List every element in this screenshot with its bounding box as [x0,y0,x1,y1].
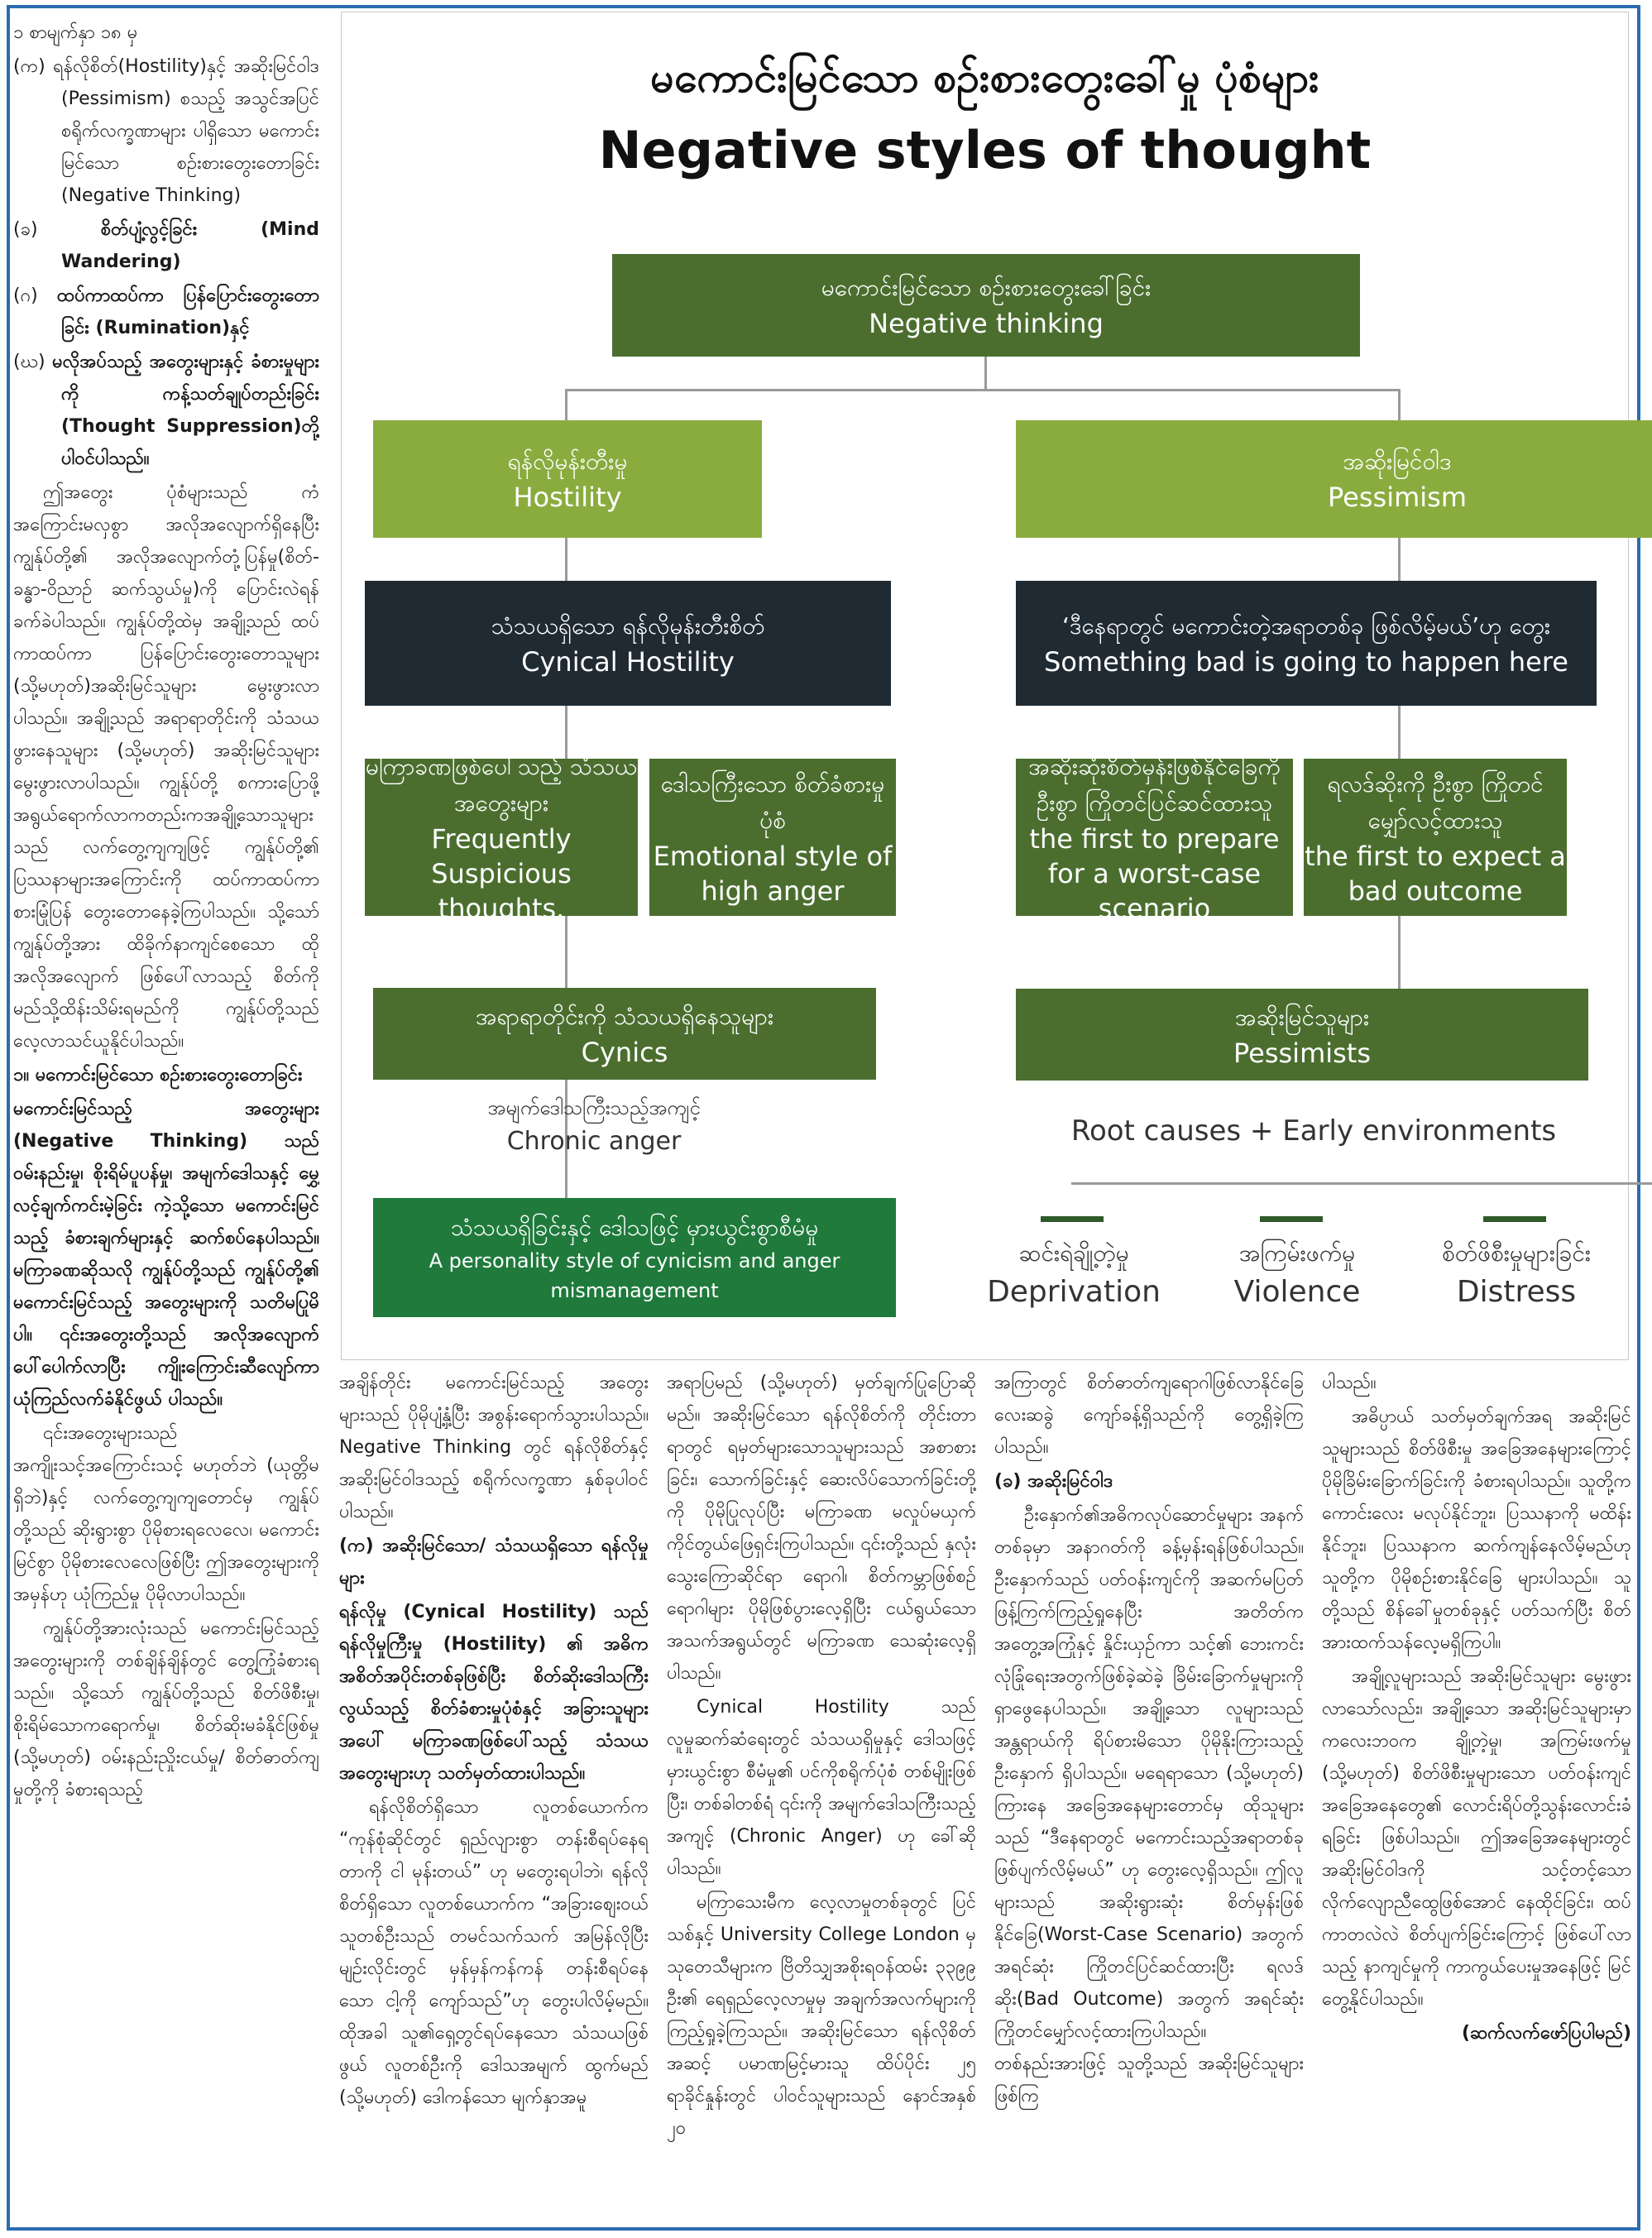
section-heading: ၁။ မကောင်းမြင်သော စဉ်းစားတွေးတောခြင်း [13,1065,303,1085]
pessimists-box: အဆိုးမြင်သူများ Pessimists [1016,989,1588,1081]
cynics-box: အရာရာတိုင်းကို သံသယရှိနေသူများ Cynics [373,988,876,1080]
high-anger-box: ဒေါသကြီးသော စိတ်ခံစားမှုပုံစံ Emotional style of high anger [649,759,896,916]
paragraph: ဦးနှောက်၏အဓိကလုပ်ဆောင်မှုများ အနက်တစ်ခုမှာ အနာဂတ်ကို ခန့်မှန်းရန်ဖြစ်ပါသည်။ ဦးနှောက်သည် ပတ်ဝန်းကျင်ကို အဆက်မပြတ် ဖြန့်ကြက်ကြည့်ရှုနေပြီး အတိတ်က အတွေ့အကြုံနှင့် နှိုင်းယှဉ်ကာ သင့်၏ ဘေးကင်းလုံခြုံရေးအတွက်ဖြစ်ခဲ့ဆဲခဲ့ ခြိမ်းခြောက်မှုများကို ရှာဖွေနေပါသည်။ အချို့သော လူများသည် အန္တရာယ်ကို ရိပ်စားမိသော ပိုမိုနိုးကြားသည့် ဦးနှောက် ရှိပါသည်။ မရေရာသော (သို့မဟုတ်) ကြားနေ အခြေအနေများတောင်မှ ထိုသူများသည် “ဒီနေရာတွင် မကောင်းသည့်အရာတစ်ခု ဖြစ်ပျက်လိမ့်မယ်” ဟု တွေးလေ့ရှိသည်။ ဤလူများသည် အဆိုးရွားဆုံး စိတ်မှန်းဖြစ်နိုင်ခြေ(Worst-Case Scenario) အတွက် အရင်ဆုံး ကြိုတင်ပြင်ဆင်ထားပြီး ရလဒ်ဆိုး(Bad Outcome) အတွက် အရင်ဆုံး ကြိုတင်မျှော်လင့်ထားကြပါသည်။ တစ်နည်းအားဖြင့် သူတို့သည် အဆိုးမြင်သူများဖြစ်ကြ [994,1505,1304,2106]
article-column-5 [1322,1367,1631,2219]
continuation-note: ၁ စာမျက်နှာ ၁၈ မှ [13,22,138,43]
chronic-anger-label: အမျက်ဒေါသကြီးသည့်အကျင့် Chronic anger [487,1096,701,1156]
infographic [341,12,1629,1360]
negative-thinking-box: မကောင်းမြင်သော စဉ်းစားတွေးခေါ်ခြင်း Negative thinking [612,254,1360,357]
paragraph: အရာပြမည် (သို့မဟုတ်) မှတ်ချက်ပြုပြောဆိုမည်။ အဆိုးမြင်သော ရန်လိုစိတ်ကို တိုင်းတာရာတွင် ရမှတ်များသောသူများသည် အစာစားခြင်း၊ သောက်ခြင်းနှင့် ဆေးလိပ်သောက်ခြင်းတို့ကို ပိုမိုပြုလုပ်ပြီး မကြာခဏ မလှုပ်မယှက်ကိုင်တွယ်ဖြေရှင်းကြပါသည်။ ၎င်းတို့သည် နှလုံးသွေးကြောဆိုင်ရာ ရောဂါ၊ စိတ်ကမ္ဘာဖြစ်စဉ် ရောဂါများ ပိုမိုဖြစ်ပွားလေ့ရှိပြီး ငယ်ရွယ်သော အသက်အရွယ်တွင် မကြာခဏ သေဆုံးလေ့ရှိပါသည်။ [667,1373,976,1684]
bad-outcome-box: ရလဒ်ဆိုးကို ဦးစွာ ကြိုတင်မျှော်လင့်ထားသူ the first to expect a bad outcome [1304,759,1567,916]
connector-line [565,389,1401,391]
paragraph: ၎င်းအတွေးများသည် အကျိုးသင့်အကြောင်းသင့် မဟုတ်ဘဲ (ယုတ္တိမရှိဘဲ)နှင့် လက်တွေ့ကျကျတောင်မှ ကျွန်ုပ်တို့သည် ဆိုးရွားစွာ ပိုမိုစားရလေလေ၊ မကောင်းမြင်စွာ ပိုမိုစားလေလေဖြစ်ပြီး ဤအတွေးများကို အမှန်ဟု ယုံကြည်မှု ပိုမိုလာပါသည်။ [13,1423,319,1605]
article-column-4 [994,1367,1304,2219]
suspicious-thoughts-box: မကြာခဏဖြစ်ပေါ်သည့် သံသယအတွေးများ Frequently Suspicious thoughts. [365,753,638,924]
paragraph: မကောင်းမြင်သည့် အတွေးများ (Negative Thinking) သည် ဝမ်းနည်းမှု၊ စိုးရိမ်ပူပန်မှု၊ အမျက်ဒေါသနှင့် မွှေ့လင့်ချက်ကင်းမဲ့ခြင်း ကဲ့သို့သော မကောင်းမြင်သည့် ခံစားချက်များနှင့် ဆက်စပ်နေပါသည်။ မကြာခဏဆိုသလို ကျွန်ုပ်တို့သည် ကျွန်ုပ်တို့၏ မကောင်းမြင်သည့် အတွေးများကို သတိမပြုမိပါ။ ၎င်းအတွေးတို့သည် အလိုအလျောက် ပေါ်ပေါက်လာပြီး ကျိုးကြောင်းဆီလျော်ကာ ယုံကြည်လက်ခံနိုင်ဖွယ် ပါသည်။ [13,1099,319,1410]
deprivation-label: ဆင်းရဲချို့တဲ့မှု Deprivation [987,1239,1161,1309]
paragraph: Cynical Hostility သည် လူမှုဆက်ဆံရေးတွင် သံသယရှိမှုနှင့် ဒေါသဖြင့် မှားယွင်းစွာ စီမံမှု၏ ပင်ကိုစရိုက်ပုံစံ တစ်မျိုးဖြစ်ပြီး၊ တစ်ခါတစ်ရံ ၎င်းကို အမျက်ဒေါသကြီးသည့် အကျင့် (Chronic Anger) ဟု ခေါ်ဆိုပါသည်။ [667,1697,976,1879]
subsection-heading: (ခ) အဆိုးမြင်ဝါဒ [994,1471,1113,1492]
paragraph: ပါသည်။ [1322,1373,1377,1393]
infographic-title-english: Negative styles of thought [598,120,1372,180]
connector-line [565,389,567,420]
paragraph: ဤအတွေး ပုံစံများသည် ကံအကြောင်းမလှစွာ အလိုအလျောက်ရှိနေပြီး ကျွန်ုပ်တို့၏ အလိုအလျောက်တုံ့ပြန်မှု(စိတ်-ခန္ဓာ-ဝိညာဉ် ဆက်သွယ်မှု)ကို ပြောင်းလဲရန် ခက်ခဲပါသည်။ ကျွန်ုပ်တို့ထဲမှ အချို့သည် ထပ်ကာထပ်ကာ ပြန်ပြောင်းတွေးတောသူများ (သို့မဟုတ်)အဆိုးမြင်သူများ မွေးဖွားလာပါသည်။ အချို့သည် အရာရာတိုင်းကို သံသယဖွားနေသူများ (သို့မဟုတ်) အဆိုးမြင်သူများ မွေးဖွားလာပါသည်။ ကျွန်ုပ်တို့ စကားပြောဖို့ အရွယ်ရောက်လာကတည်းကအချို့သောသူများသည် လက်တွေ့ကျကျဖြင့် ကျွန်ုပ်တို့၏ ပြဿနာများအကြောင်းကို ထပ်ကာထပ်ကာ စားမြုံပြန် တွေးတောနေခဲ့ကြပါသည်။ သို့သော် ကျွန်ုပ်တို့အား ထိခိုက်နာကျင်စေသော ထိုအလိုအလျောက် ဖြစ်ပေါ်လာသည့် စိတ်ကို မည်သို့ထိန်းသိမ်းရမည်ကို ကျွန်ုပ်တို့သည် လေ့လာသင်ယူနိုင်ပါသည်။ [13,482,319,1052]
infographic-title-myanmar: မကောင်းမြင်သော စဉ်းစားတွေးခေါ်မှု ပုံစံများ [650,54,1319,102]
connector-line [984,357,987,390]
continued-note: (ဆက်လက်ဖော်ပြပါမည်) [1461,2023,1631,2044]
article-column-2 [339,1367,649,2219]
list-item-b: (ခ) စိတ်ပျံ့လွင့်ခြင်း (Mind Wandering) [13,219,319,272]
connector-line [1398,916,1401,989]
violence-label: အကြမ်းဖက်မှု Violence [1233,1239,1361,1309]
paragraph: ရန်လိုစိတ်ရှိသော လူတစ်ယောက်က “ကုန်စုံဆိုင်တွင် ရှည်လျားစွာ တန်းစီရပ်နေရတာကို ငါ မုန်းတယ်” ဟု မတွေးရပါဘဲ၊ ရန်လိုစိတ်ရှိသော လူတစ်ယောက်က “အခြားစျေးဝယ်သူတစ်ဦးသည် တမင်သက်သက် အမြန်လိုပြီး မျဉ်းလိုင်းတွင် မှန်မှန်ကန်ကန် တန်းစီရပ်နေသော ငါ့ကို ကျော်သည်”ဟု တွေးပါလိမ့်မည်။ ထိုအခါ သူ၏ရှေ့တွင်ရပ်နေသော သံသယဖြစ်ဖွယ် လူတစ်ဦးကို ဒေါသအမျက် ထွက်မည် (သို့မဟုတ်) ဒေါကန်သော မျက်နှာအမူ [339,1797,649,2108]
subsection-heading: (က) အဆိုးမြင်သော/ သံသယရှိသော ရန်လိုမှုများ [339,1536,649,1589]
connector-line [1398,706,1401,759]
paragraph: မကြာသေးမီက လေ့လာမှုတစ်ခုတွင် ပြင်သစ်နှင့် University College London မှ သုတေသီများက ဗြိတိသျှအစိုးရဝန်ထမ်း ၃၃၉၉ ဦး၏ ရေရှည်လေ့လာမှုမှ အချက်အလက်များကို ကြည့်ရှုခဲ့ကြသည်။ အဆိုးမြင်သော ရန်လိုစိတ် အဆင့် ပမာဏမြင့်မားသူ ထိပ်ပိုင်း ၂၅ ရာခိုင်နှုန်းတွင် ပါဝင်သူများသည် နောင်အနှစ် ၂၀ [667,1892,976,2139]
paragraph: အချို့လူများသည် အဆိုးမြင်သူများ မွေးဖွားလာသော်လည်း၊ အချို့သော အဆိုးမြင်သူများမှာ ကလေးဘဝက ချို့တဲ့မှု၊ အကြမ်းဖက်မှု (သို့မဟုတ်) စိတ်ဖိစီးမှုများသော ပတ်ဝန်းကျင်အခြေအနေတွေ၏ လောင်းရိပ်တို့သွန်းလောင်းခံရခြင်း ဖြစ်ပါသည်။ ဤအခြေအနေများတွင် အဆိုးမြင်ဝါဒကို သင့်တင့်သော လိုက်လျောညီထွေဖြစ်အောင် နေထိုင်ခြင်း၊ ထပ်ကာတလဲလဲ စိတ်ပျက်ခြင်းကြောင့် ဖြစ်ပေါ်လာသည့် နာကျင်မှုကို ကာကွယ်ပေးမှုအနေဖြင့် မြင်တွေ့နိုင်ပါသည်။ [1322,1666,1631,2010]
pessimism-box: အဆိုးမြင်ဝါဒ Pessimism [1016,420,1652,538]
personality-style-box: သံသယရှိခြင်းနှင့် ဒေါသဖြင့် မှားယွင်းစွာစီမံမှု A personality style of cynicism and anger mismanagement [373,1198,896,1317]
list-item-c: (ဂ) ထပ်ကာထပ်ကာ ပြန်ပြောင်းတွေးတောခြင်း (Rumination)နှင့် [13,285,319,338]
paragraph: ကျွန်ုပ်တို့အားလုံးသည် မကောင်းမြင်သည့် အတွေးများကို တစ်ချိန်ချိန်တွင် တွေ့ကြုံခံစားရသည်။ သို့သော် ကျွန်ုပ်တို့သည် စိတ်ဖိစီးမှု၊ စိုးရိမ်သောကရောက်မှု၊ စိတ်ဆိုးမခံနိုင်ဖြစ်မှု (သို့မဟုတ်) ဝမ်းနည်းညှိုးငယ်မှု/ စိတ်ဓာတ်ကျမှုတို့ကို ခံစားရသည့် [13,1618,319,1800]
root-cause-marker [1041,1216,1104,1222]
hostility-box: ရန်လိုမုန်းတီးမှု Hostility [373,420,762,538]
root-cause-marker [1260,1216,1323,1222]
root-causes-label: Root causes + Early environments [1070,1114,1557,1148]
connector-line [565,538,567,581]
paragraph: အကြာတွင် စိတ်ဓာတ်ကျရောဂါဖြစ်လာနိုင်ခြေ လေးဆခွဲ ကျော်ခန့်ရှိသည်ကို တွေ့ရှိခဲ့ကြပါသည်။ [994,1373,1304,1458]
connector-line [1071,1182,1652,1185]
list-item-d: (ဃ) မလိုအပ်သည့် အတွေးများနှင့် ခံစားမှုများကို ကန့်သတ်ချုပ်တည်းခြင်း (Thought Suppression)တို့ပါဝင်ပါသည်။ [13,352,319,469]
connector-line [1398,389,1401,420]
connector-line [565,916,567,988]
root-cause-marker [1483,1216,1546,1222]
cynical-hostility-box: သံသယရှိသော ရန်လိုမုန်းတီးစိတ် Cynical Hostility [365,581,891,706]
list-item-a: (က) ရန်လိုစိတ်(Hostility)နှင့် အဆိုးမြင်ဝါဒ (Pessimism) စသည့် အသွင်အပြင် စရိုက်လက္ခဏာများ ပါရှိသော မကောင်းမြင်သော စဉ်းစားတွေးတောခြင်း (Negative Thinking) [13,56,319,206]
paragraph: အဓိပ္ပာယ် သတ်မှတ်ချက်အရ အဆိုးမြင်သူများသည် စိတ်ဖိစီးမှု အခြေအနေများကြောင့် ပိုမိုခြိမ်းခြောက်ခြင်းကို ခံစားရပါသည်။ သူတို့က ကောင်းလေး မလုပ်နိုင်ဘူး၊ ပြဿနာကို မထိန်းနိုင်ဘူး၊ ပြဿနာက ဆက်ကျန်နေလိမ့်မည်ဟု သူတို့က ပိုမိုစဉ်းစားနိုင်ခြေ များပါသည်။ သူတို့သည် စိန်ခေါ်မှုတစ်ခုနှင့် ပတ်သက်ပြီး စိတ်အားထက်သန်လေ့မရှိကြပါ။ [1322,1407,1631,1653]
worst-case-box: အဆိုးဆုံးစိတ်မှန်းဖြစ်နိုင်ခြေကို ဦးစွာ ကြိုတင်ပြင်ဆင်ထားသူ the first to prepare for a worst-case scenario [1016,759,1293,916]
article-column-3 [667,1367,976,2219]
something-bad-box: ‘ဒီနေရာတွင် မကောင်းတဲ့အရာတစ်ခု ဖြစ်လိမ့်မယ်’ဟု တွေး Something bad is going to happen here [1016,581,1597,706]
article-column-1 [13,17,319,2217]
connector-line [1398,538,1401,581]
distress-label: စိတ်ဖိစီးမှုများခြင်း Distress [1441,1239,1591,1309]
paragraph: ရန်လိုမှု (Cynical Hostility) သည် ရန်လိုမှုကြီးမှု (Hostility) ၏ အဓိက အစိတ်အပိုင်းတစ်ခုဖြစ်ပြီး စိတ်ဆိုးဒေါသကြီးလွယ်သည့် စိတ်ခံစားမှုပုံစံနှင့် အခြားသူများအပေါ် မကြာခဏဖြစ်ပေါ်သည့် သံသယအတွေးများဟု သတ်မှတ်ထားပါသည်။ [339,1602,649,1784]
paragraph: အချိန်တိုင်း မကောင်းမြင်သည့် အတွေးများသည် ပိုမိုပျံ့နှံ့ပြီး အစွန်းရောက်သွားပါသည်။ Negative Thinking တွင် ရန်လိုစိတ်နှင့် အဆိုးမြင်ဝါဒသည့် စရိုက်လက္ခဏာ နှစ်ခုပါဝင်ပါသည်။ [339,1373,649,1522]
